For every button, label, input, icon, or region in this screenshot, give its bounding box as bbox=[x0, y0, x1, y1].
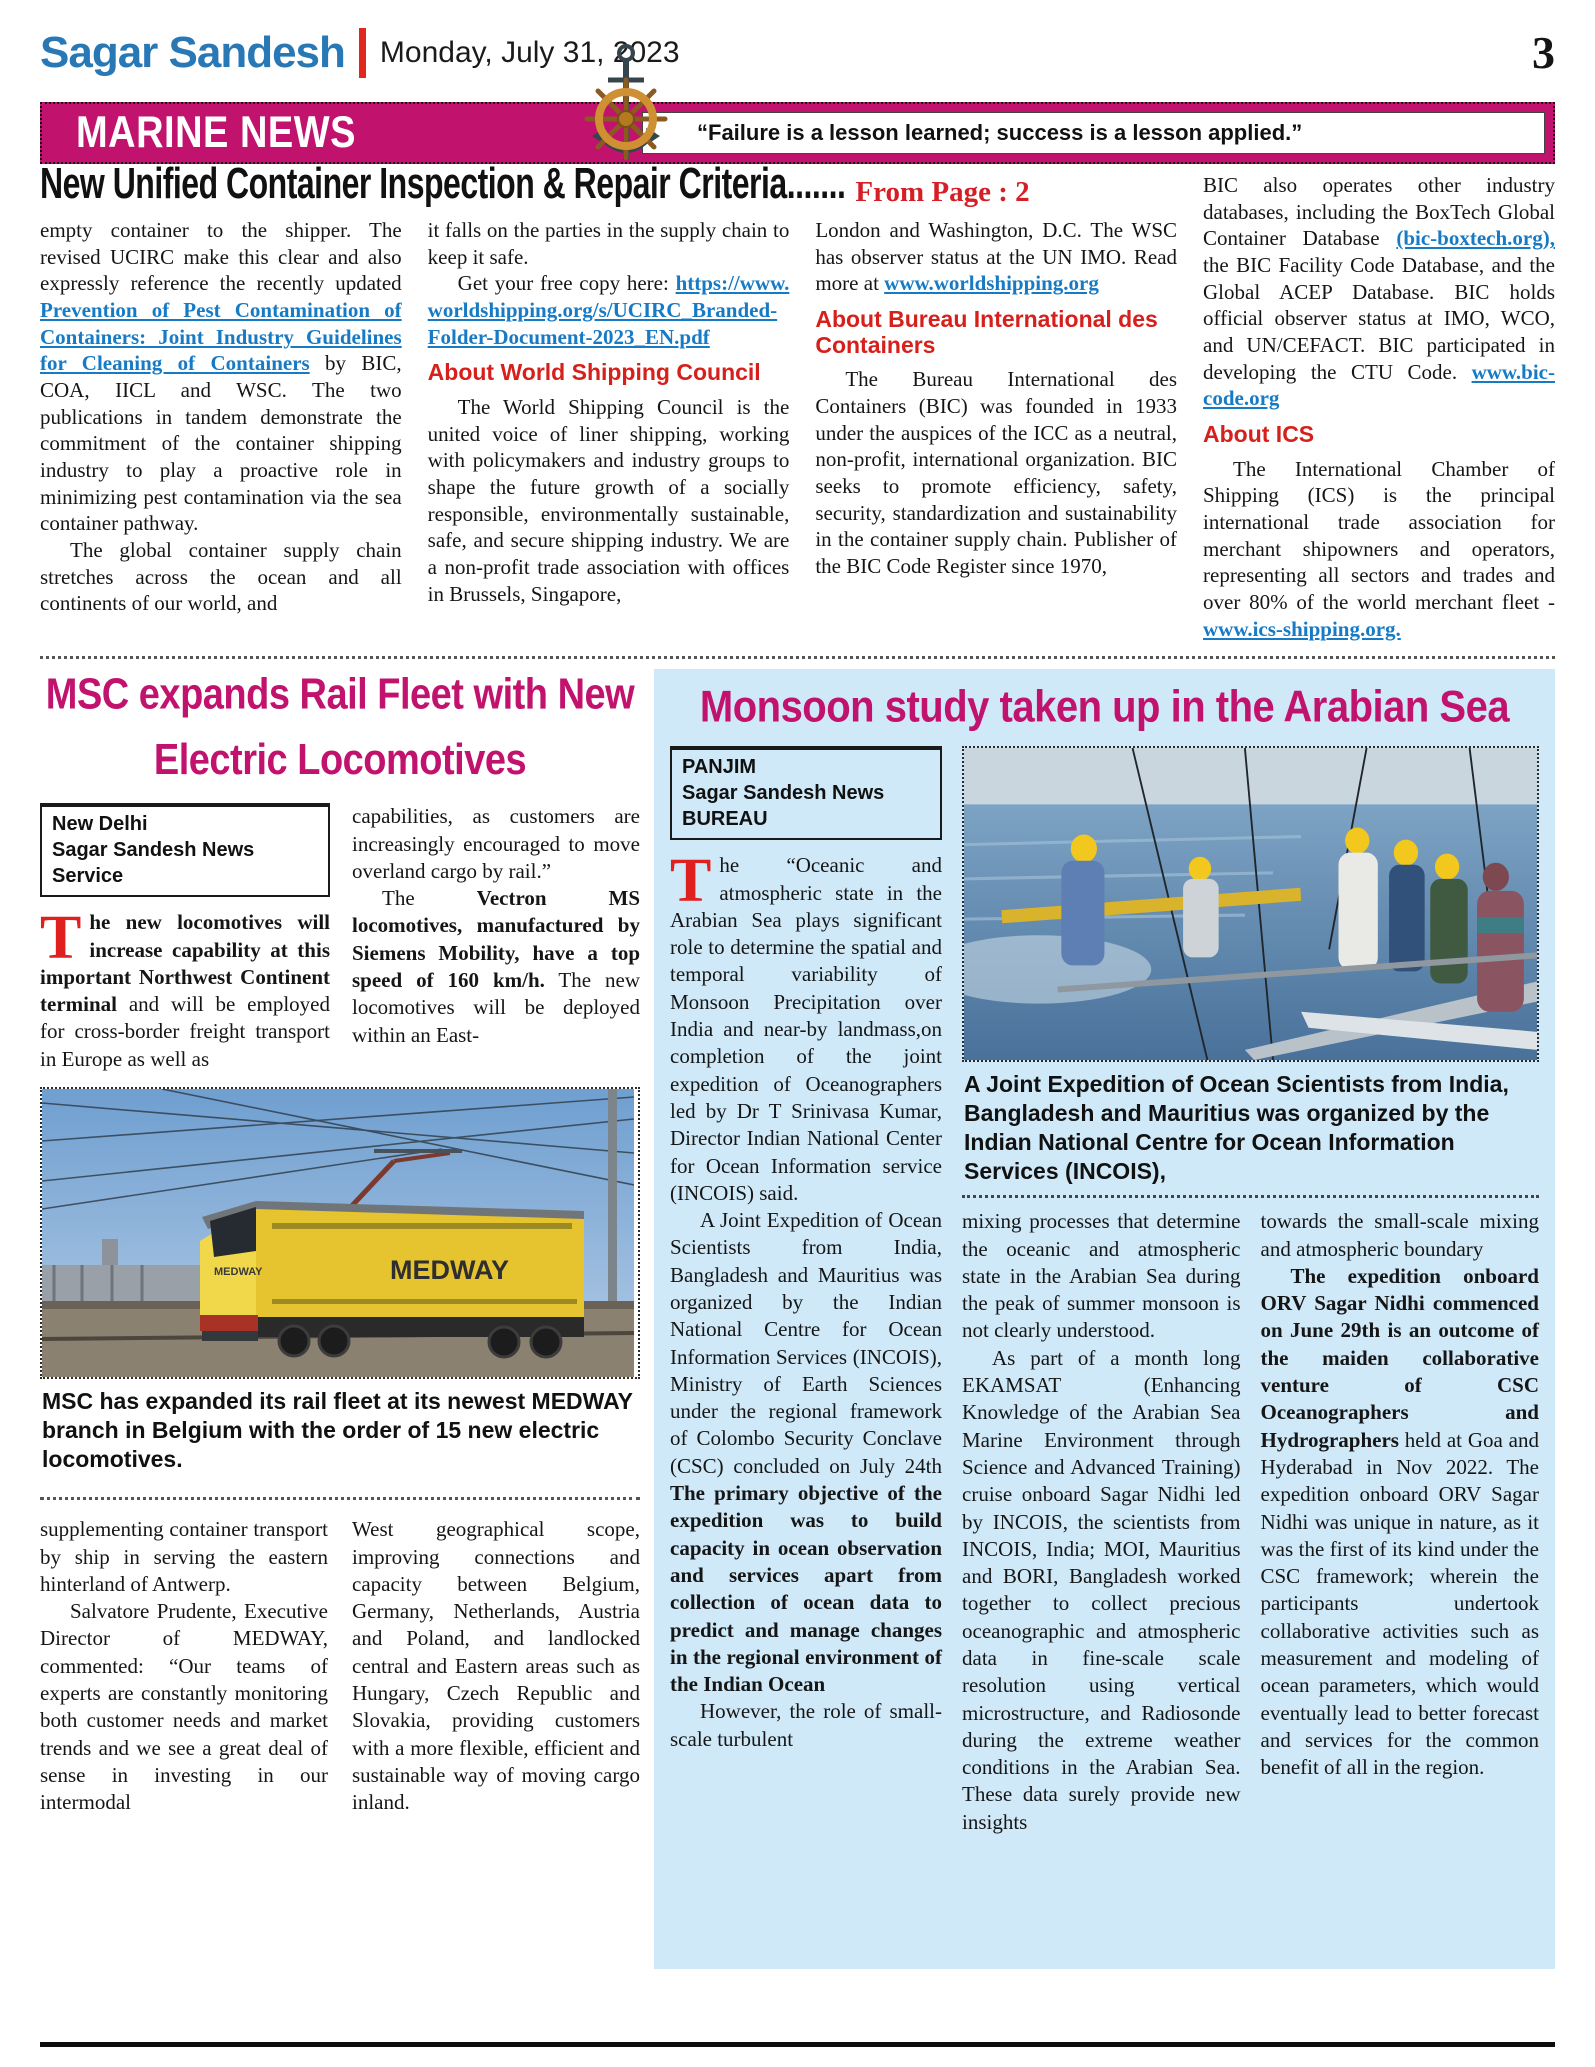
article-criteria-headline-row bbox=[40, 159, 1177, 209]
criteria-column-3 bbox=[815, 217, 1177, 617]
msc-column-2 bbox=[352, 803, 640, 1073]
article-criteria-headline: New Unified Container Inspection & Repair Criteria....... bbox=[40, 159, 846, 208]
monsoon-body bbox=[670, 746, 1539, 1836]
text-run: The bbox=[382, 886, 477, 911]
paragraph: However, the role of small-scale turbulent bbox=[670, 1699, 942, 1751]
issue-date: Monday, July 31, 2023 bbox=[379, 36, 680, 69]
section-title: MARINE NEWS bbox=[76, 107, 356, 158]
msc-bottom-column-2 bbox=[352, 1516, 640, 1816]
subhead-about-ics: About ICS bbox=[1203, 420, 1315, 447]
monsoon-divider bbox=[962, 1195, 1539, 1198]
brand-logo: Sagar Sandesh bbox=[40, 28, 345, 77]
msc-divider bbox=[40, 1497, 640, 1500]
msc-byline-box bbox=[40, 803, 330, 897]
text-run-bold: The expedition onboard ORV Sagar Nidhi commenced on June 29th is an outcome of the maiden collaborative venture of CSC Oceanographers and Hydrographers bbox=[1260, 1263, 1539, 1452]
article-container-criteria bbox=[40, 159, 1555, 642]
text-run-bold: The primary objective of the expedition was to build capacity in ocean observation and services apart from collection of ocean data to predict and manage changes in the regional environment of the Indian Ocean bbox=[670, 1481, 942, 1697]
paragraph bbox=[670, 1207, 942, 1698]
text-run: the BIC Facility Code Database, and the Global ACEP Database. BIC holds official observer status at IMO, WCO, and UN/CEFACT. BIC participated in developing the CTU Code. bbox=[1203, 252, 1555, 384]
paragraph: towards the small-scale mixing and atmospheric boundary bbox=[1260, 1209, 1539, 1261]
monsoon-lower-columns bbox=[962, 1208, 1539, 1836]
section-banner bbox=[40, 102, 1555, 164]
expedition-photo bbox=[962, 746, 1539, 1062]
quote-text: “Failure is a lesson learned; success is a lesson applied.” bbox=[697, 120, 1303, 145]
paragraph bbox=[428, 270, 790, 350]
byline-agency: Sagar Sandesh News Service bbox=[52, 839, 255, 888]
paragraph: Salvatore Prudente, Executive Director of MEDWAY, commented: “Our teams of experts are constantly monitoring both customer needs and market trends and we see a great deal of sense in investing in our intermodal bbox=[40, 1599, 328, 1815]
article-msc-panel bbox=[40, 669, 640, 1969]
text-run: held at Goa and Hyderabad in Nov 2022. The expedition onboard ORV Sagar Nidhi was unique in nature, as it was the first of its kind under the CSC framework; wherein the participants undertook collaborative activities such as measurement and modeling of ocean parameters, which would eventually lead to better forecast and services for the common benefit of all in the region. bbox=[1260, 1427, 1539, 1780]
paragraph bbox=[670, 847, 942, 1207]
monsoon-headline-row bbox=[670, 682, 1539, 732]
brand-divider-bar bbox=[359, 28, 366, 78]
from-page-label: From Page : 2 bbox=[855, 176, 1030, 208]
monsoon-column-1 bbox=[670, 746, 942, 1836]
drop-cap: T bbox=[670, 847, 712, 916]
paragraph: The global container supply chain stretches across the ocean and all continents of our world, and bbox=[40, 537, 402, 616]
monsoon-headline: Monsoon study taken up in the Arabian Sea bbox=[699, 682, 1510, 732]
byline-agency: Sagar Sandesh News BUREAU bbox=[682, 782, 885, 831]
paragraph: The Bureau International des Containers (BIC) was founded in 1933 under the auspices of the ICC as a neutral, non-profit, international organization. BIC seeks to promote efficiency, safety, security, standardization and sustainability in the container supply chain. Publisher of the BIC Code Register since 1970, bbox=[815, 367, 1178, 579]
paragraph: it falls on the parties in the supply chain to keep it safe. bbox=[427, 218, 790, 269]
paragraph bbox=[40, 217, 402, 537]
locomotive-brand-text: MEDWAY bbox=[390, 1255, 510, 1286]
monsoon-column-1-text bbox=[670, 847, 942, 1753]
paragraph bbox=[815, 217, 1177, 297]
paragraph: West geographical scope, improving connections and capacity between Belgium, Germany, Netherlands, Austria and Poland, and landlocked central and Eastern areas such as Hungary, Czech Republic and Slovakia, providing customers with a more flexible, efficient and sustainable way of moving cargo inland. bbox=[352, 1517, 640, 1815]
subhead-world-shipping-council: About World Shipping Council bbox=[427, 359, 761, 386]
quote-box bbox=[642, 112, 1545, 154]
worldshipping-link[interactable]: www.worldshipping.org bbox=[884, 271, 1099, 296]
monsoon-right-area bbox=[962, 746, 1539, 1836]
boxtech-link[interactable]: (bic-boxtech.org), bbox=[1396, 226, 1555, 251]
paragraph bbox=[1203, 456, 1555, 643]
section-divider bbox=[40, 656, 1555, 659]
text-run: and will be employed for cross-border freight transport in Europe as well as bbox=[40, 992, 330, 1071]
expedition-photo-caption: A Joint Expedition of Ocean Scientists from India, Bangladesh and Mauritius was organized by the Indian National Centre for Ocean Information Services (INCOIS), bbox=[964, 1071, 1509, 1184]
article-monsoon-panel bbox=[654, 669, 1555, 1969]
byline-location: New Delhi bbox=[52, 813, 148, 836]
text-run-bold: Vectron MS locomotives, manufactured by Siemens Mobility, have a top speed of 160 km/h. bbox=[352, 886, 640, 993]
page-bottom-rule bbox=[40, 2042, 1555, 2047]
bic-code-link[interactable]: www.bic-code.org bbox=[1203, 359, 1555, 411]
paragraph: mixing processes that determine the oceanic and atmospheric state in the Arabian Sea during the peak of summer monsoon is not clearly understood. bbox=[962, 1209, 1241, 1343]
byline-location: PANJIM bbox=[682, 756, 757, 779]
lower-section bbox=[40, 669, 1555, 1969]
text-run: Get your free copy here: bbox=[457, 271, 676, 296]
locomotive-photo bbox=[40, 1087, 640, 1379]
paragraph: As part of a month long EKAMSAT (Enhancing Knowledge of the Arabian Sea Marine Environment through Science and Advanced Training) cruise onboard Sagar Nidhi led by INCOIS, the scientists from INCOIS, India; MOI, Mauritius and BORI, Bangladesh worked together to collect precious oceanographic and atmospheric data in fine-scale scale resolution using vertical microstructure, and Radiosonde during the extreme weather conditions in the Arabian Sea. These data surely provide new insights bbox=[962, 1345, 1241, 1834]
text-run: The new locomotives will be deployed within an East- bbox=[352, 968, 640, 1047]
criteria-column-1 bbox=[40, 217, 402, 617]
paragraph bbox=[40, 904, 330, 1073]
criteria-column-4 bbox=[1203, 172, 1555, 642]
text-run: empty container to the shipper. The revised UCIRC make this clear and also expressly reference the recently updated bbox=[40, 218, 402, 296]
paragraph: The World Shipping Council is the united voice of liner shipping, working with policymakers and industry groups to shape the future growth of a socially responsible, environmentally sustainable, safe, and secure shipping industry. We are a non-profit trade association with offices in Brussels, Singapore, bbox=[427, 395, 790, 606]
monsoon-byline-box bbox=[670, 746, 942, 840]
text-run: London and Washington, D.C. The WSC has observer status at the UN IMO. Read more at bbox=[815, 218, 1178, 296]
paragraph: supplementing container transport by ship in serving the eastern hinterland of Antwerp. bbox=[40, 1517, 328, 1596]
paragraph bbox=[1261, 1263, 1540, 1782]
msc-photo-caption: MSC has expanded its rail fleet at its newest MEDWAY branch in Belgium with the order of 15 new electric locomotives. bbox=[42, 1388, 633, 1472]
text-run: by BIC, COA, IICL and WSC. The two publications in tandem demonstrate the commitment of the container shipping industry to play a proactive role in minimizing pest contamination via the sea container pathway. bbox=[40, 351, 402, 536]
text-run: BIC also operates other industry databases, including the BoxTech Global Container Database bbox=[1203, 173, 1555, 251]
article-criteria-left bbox=[40, 159, 1178, 642]
criteria-column-2 bbox=[428, 217, 790, 617]
paragraph: capabilities, as customers are increasingly encouraged to move overland cargo by rail.” bbox=[352, 804, 640, 883]
msc-top-columns bbox=[40, 803, 640, 1073]
msc-headline-row bbox=[40, 671, 640, 785]
article-criteria-columns bbox=[40, 217, 1177, 617]
page-number: 3 bbox=[1532, 27, 1555, 78]
guidelines-link[interactable]: Prevention of Pest Contamination of Containers: Joint Industry Guidelines for Cleaning of Containers bbox=[40, 297, 402, 376]
msc-headline: MSC expands Rail Fleet with New Electric Locomotives bbox=[45, 670, 635, 785]
text-run: The International Chamber of Shipping (ICS) is the principal international trade association for merchant shipowners and operators, representing all sectors and trades and over 80% of the world merchant fleet - bbox=[1203, 456, 1555, 614]
ucirc-document-link[interactable]: https://www.worldshipping.org/s/UCIRC_Branded-Folder-Document-2023_EN.pdf bbox=[427, 271, 790, 349]
monsoon-column-2 bbox=[962, 1208, 1241, 1836]
ics-shipping-link[interactable]: www.ics-shipping.org. bbox=[1203, 616, 1401, 641]
locomotive-brand-text-front: MEDWAY bbox=[214, 1266, 263, 1279]
paragraph bbox=[352, 885, 640, 1049]
text-run: he “Oceanic and atmospheric state in the Arabian Sea plays significant role to determine the spatial and temporal variability of Monsoon Precipitation over India and near-by landmass,on completion of the joint expedition of Oceanographers led by Dr T Srinivasa Kumar, Director Indian National Center for Ocean Information service (INCOIS) said. bbox=[670, 853, 942, 1205]
masthead bbox=[40, 28, 1555, 96]
ship-wheel-anchor-icon bbox=[580, 40, 672, 174]
monsoon-column-3 bbox=[1261, 1208, 1540, 1836]
msc-bottom-column-1 bbox=[40, 1516, 328, 1816]
text-run: A Joint Expedition of Ocean Scientists from India, Bangladesh and Mauritius was organized by the Indian National Centre for Ocean Information Services (INCOIS), Ministry of Earth Sciences under the regional framework of Colombo Security Conclave (CSC) concluded on July 24th bbox=[670, 1208, 942, 1478]
drop-cap: T bbox=[40, 904, 82, 973]
msc-column-1 bbox=[40, 803, 330, 1073]
paragraph bbox=[1203, 172, 1555, 412]
text-run-bold: he new locomotives will increase capability at this important Northwest Continent terminal bbox=[40, 910, 330, 1017]
msc-bottom-columns bbox=[40, 1516, 640, 1816]
subhead-bureau-international: About Bureau International des Containers bbox=[815, 305, 1158, 358]
